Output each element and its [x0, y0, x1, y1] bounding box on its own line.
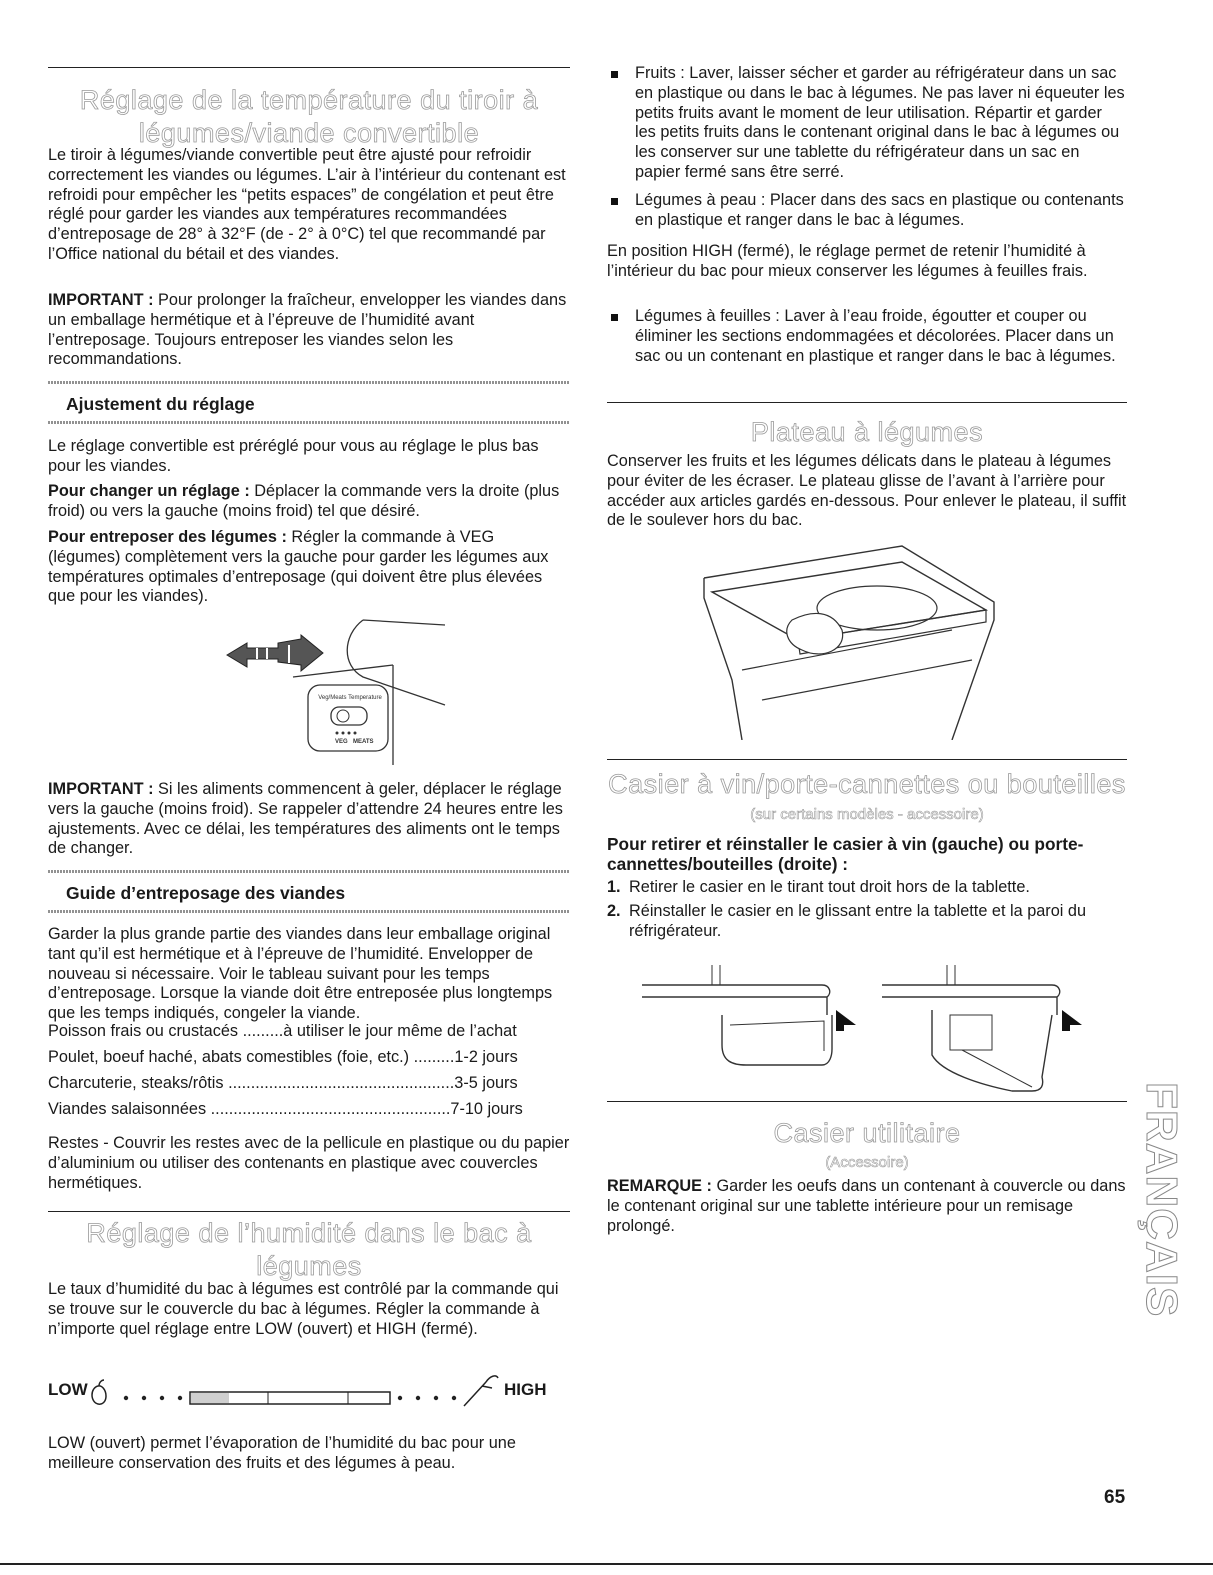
utility-bin-subtitle: (Accessoire) [825, 1154, 909, 1171]
slider-fill [191, 1393, 229, 1403]
change-setting-paragraph [48, 482, 570, 522]
important-text: Pour prolonger la fraîcheur, envelopper les viandes dans un emballage hermétique et à l’épreuve de l’humidité avant l’entreposage. Toujours entreposer les viandes selon les recommandations. [48, 291, 567, 369]
utility-note-paragraph [607, 1177, 1127, 1236]
language-side-tab [1137, 1082, 1188, 1342]
leafy-bullets [607, 307, 1127, 366]
important-text: Si les aliments commencent à geler, déplacer le réglage vers la gauche (moins froid). Se rappeler d’attendre 24 heures entre les ajustements. Avec ce délai, les températures des aliments ont le temps de changer. [48, 780, 563, 858]
section-divider [607, 1101, 1127, 1102]
dotted-divider [48, 421, 570, 424]
dotted-divider [48, 870, 570, 873]
plateau-paragraph: Conserver les fruits et les légumes délicats dans le plateau à légumes pour éviter de les écraser. Le plateau glisse de l’avant à l’arrière pour accéder aux articles gardés en-dessous. Pour enlever le plateau, il suffit de le soulever hors du bac. [607, 452, 1127, 530]
note-text: Garder les oeufs dans un contenant à couvercle ou dans le contenant original sur une tablette intérieure pour un remisage prolongé. [607, 1177, 1126, 1235]
section-divider [48, 67, 570, 68]
important-label: IMPORTANT : [48, 780, 154, 798]
section-title-crisper-temp [48, 84, 570, 150]
note-label: REMARQUE : [607, 1177, 712, 1195]
section-title-humidity [48, 1217, 570, 1283]
low-label: LOW [48, 1380, 88, 1399]
storage-bullets [607, 64, 1127, 230]
meat-guide-paragraph: Garder la plus grande partie des viandes dans leur emballage original tant qu’il est hermétique et à l’épreuve de l’humidité. Envelopper de nouveau si nécessaire. Voir le tableau suivant pour les temps d’entreposage. Lorsque la viande doit être entreposée plus longtemps que les temps indiqués, congeler la viande. [48, 925, 553, 1023]
important-label: IMPORTANT : [48, 291, 154, 309]
subheading-adjust: Ajustement du réglage [66, 394, 255, 414]
table-row: Viandes salaisonnées .....................................................7-10 jours [48, 1100, 523, 1118]
high-setting-paragraph: En position HIGH (fermé), le réglage permet de retenir l’humidité à l’intérieur du bac pour mieux conserver les légumes à feuilles frais. [607, 242, 1088, 280]
leftovers-paragraph: Restes - Couvrir les restes avec de la pellicule en plastique ou du papier d’aluminium ou utiliser des contenants en plastique avec couvercles hermétiques. [48, 1134, 570, 1192]
title-line: Réglage de la température du tiroir à [79, 85, 539, 115]
list-item: 1. Retirer le casier en le tirant tout droit hors de la tablette. [607, 878, 1030, 896]
important-paragraph [48, 291, 570, 370]
dotted-divider [48, 910, 570, 913]
side-tab-label: FRANÇAIS [1137, 1082, 1186, 1318]
change-label: Pour changer un réglage : [48, 482, 250, 500]
table-row: Poisson frais ou crustacés .........à utiliser le jour même de l’achat [48, 1022, 517, 1040]
page-number: 65 [1104, 1487, 1126, 1508]
wine-rack-subtitle: (sur certains modèles - accessoire) [750, 806, 984, 823]
list-item: Fruits : Laver, laisser sécher et garder au réfrigérateur dans un sac en plastique ou dans le bac à légumes. Ne pas laver ni équeuter les petits fruits avant le moment de leur utilisation. Répartir et garder les petits fruits dans le contenant original dans le bac à légumes ou les conserver sur une tablette du réfrigérateur dans un sac en papier fermé sans être serré. [607, 64, 1127, 183]
high-label: HIGH [504, 1380, 547, 1399]
storage-table [48, 1022, 570, 1126]
wine-rack-illustration [612, 955, 1082, 1095]
wine-rack-heading: Pour retirer et réinstaller le casier à vin (gauche) ou porte-cannettes/bouteilles (droite) : [607, 834, 1084, 874]
section-divider [607, 402, 1127, 403]
section-divider [607, 759, 1127, 760]
low-explanation-paragraph: LOW (ouvert) permet l’évaporation de l’humidité du bac pour une meilleure conservation des fruits et des légumes à peau. [48, 1434, 516, 1472]
control-meats-label: MEATS [353, 739, 374, 745]
title-line: Réglage de l’humidité dans le bac à [86, 1218, 532, 1248]
humidity-slider-illustration [48, 1368, 570, 1412]
title-line: légumes [256, 1251, 362, 1281]
humidity-paragraph: Le taux d’humidité du bac à légumes est contrôlé par la commande qui se trouve sur le couvercle du bac à légumes. Régler la commande à n’importe quel réglage entre LOW (ouvert) et HIGH (fermé). [48, 1280, 559, 1338]
slider-graphic [88, 1368, 528, 1412]
apple-icon [92, 1380, 106, 1404]
veg-label: Pour entreposer des légumes : [48, 528, 287, 546]
veg-text: Régler la commande à VEG (légumes) complètement vers la gauche pour garder les légumes aux températures optimales d’entreposage (qui doivent être plus élevées que pour les viandes). [48, 528, 549, 606]
important-freeze-paragraph [48, 780, 570, 859]
table-row: Poulet, boeuf haché, abats comestibles (foie, etc.) .........1-2 jours [48, 1048, 518, 1066]
crisper-tray-illustration [702, 540, 1032, 740]
section-title-utility-bin: Casier utilitaire [773, 1118, 961, 1148]
list-item: Légumes à peau : Placer dans des sacs en plastique ou contenants en plastique et ranger dans le bac à légumes. [607, 191, 1127, 231]
control-top-label: Veg/Meats Temperature [318, 695, 382, 701]
subheading-meat-guide: Guide d’entreposage des viandes [66, 883, 346, 903]
title-line: légumes/viande convertible [138, 118, 480, 148]
intro-paragraph: Le tiroir à légumes/viande convertible peut être ajusté pour refroidir correctement les viandes ou légumes. L’air à l’intérieur du contenant est refroidi pour empêcher les “petits espaces” de congélation et peut être réglé pour garder les viandes aux températures recommandées d’entreposage de 28° à 32°F (de - 2° à 0°C) tel que recommandé par l’Office national du bétail et des viandes. [48, 146, 566, 263]
section-title-plateau: Plateau à légumes [750, 417, 984, 447]
wine-rack-steps [607, 878, 1127, 941]
carrot-icon [464, 1376, 498, 1406]
adjust-paragraph: Le réglage convertible est préréglé pour vous au réglage le plus bas pour les viandes. [48, 437, 539, 475]
dotted-divider [48, 381, 570, 384]
bottom-rule [0, 1563, 1213, 1565]
change-text: Déplacer la commande vers la droite (plus froid) ou vers la gauche (moins froid) tel que désiré. [48, 482, 560, 520]
section-divider [48, 1211, 570, 1212]
list-item: 2. Réinstaller le casier en le glissant entre la tablette et la paroi du réfrigérateur. [607, 901, 1087, 940]
store-vegetables-paragraph [48, 528, 570, 607]
temperature-control-illustration [223, 615, 453, 765]
table-row: Charcuterie, steaks/rôtis ..................................................3-5 jours [48, 1074, 518, 1092]
list-item: Légumes à feuilles : Laver à l’eau froide, égoutter et couper ou éliminer les sections endommagées et décolorées. Placer dans un sac ou un contenant en plastique et ranger dans le bac à légumes. [607, 307, 1127, 366]
control-veg-label: VEG [335, 739, 348, 745]
section-title-wine-rack: Casier à vin/porte-cannettes ou bouteilles [608, 769, 1126, 799]
